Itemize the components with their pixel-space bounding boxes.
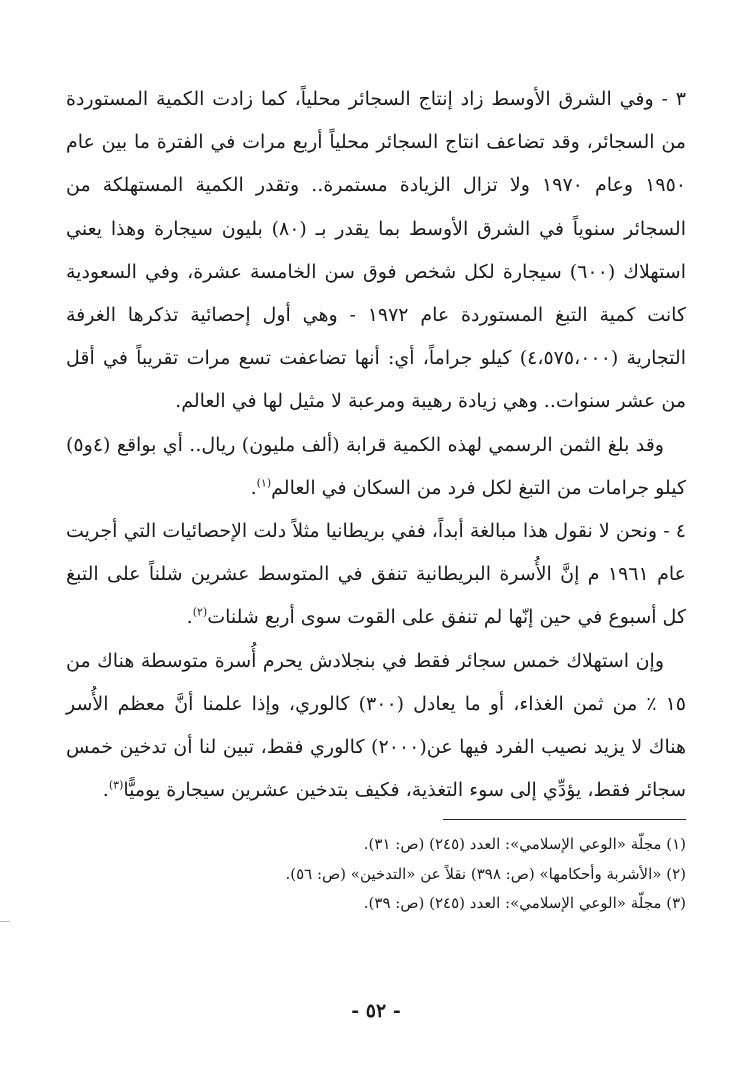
paragraph-4: وإن استهلاك خمس سجائر فقط في بنجلادش يحرم أُسرة متوسطة هناك من ١٥ ٪ من ثمن الغذاء، أو ما يعادل (٣٠٠) كالوري، وإذا علمنا أنَّ معظم الأُسر هناك لا يزيد نصيب الفرد فيها عن(٢٠٠٠) كالوري فقط، تبين لنا أن تدخين خمس سجائر فقط، يؤدِّي إلى سوء التغذية، فكيف بتدخين عشرين سيجارة يوميًّا$^{(٣)}$. [66,649,687,802]
footnote-divider [443,819,686,820]
footnote-ref-1: (١) [256,476,272,490]
main-text [66,78,686,812]
footnotes [66,830,686,919]
paragraph-3-text: ٤ - ونحن لا نقول هذا مبالغة أبداً، ففي بريطانيا مثلاً دلت الإحصائيات التي أجريت عام ١٩٦١ م إنَّ الأُسرة البريطانية تنفق في المتوسط عشرين شلناً على التبغ كل أسبوع في حين إنّها لم تنفق على القوت سوى أربع شلنات [66,520,686,629]
footnote-1: (١) مجلّة «الوعي الإسلامي»: العدد (٢٤٥) (ص: ٣١). [363,835,686,853]
paragraph-2: وقد بلغ الثمن الرسمي لهذه الكمية قرابة (ألف مليون) ريال.. أي بواقع (٤و٥) كيلو جرامات من التبغ لكل فرد من السكان في العالم$^{(١)}$. [66,433,686,499]
footnote-ref-3: (٣) [108,778,124,792]
footnote-3: (٣) مجلّة «الوعي الإسلامي»: العدد (٢٤٥) (ص: ٣٩). [363,894,686,912]
margin-mark [0,921,10,922]
page-number: - ٥٢ - [351,1000,401,1022]
footnote-ref-2: (٢) [192,606,208,620]
paragraph-1-text: ٣ - وفي الشرق الأوسط زاد إنتاج السجائر محلياً، كما زادت الكمية المستوردة من السجائر، وقد تضاعف انتاج السجائر محلياً أربع مرات في الفترة ما بين عام ١٩٥٠ وعام ١٩٧٠ ولا تزال الزيادة مستمرة.. وتقدر الكمية المستهلكة من السجائر سنوياً في الشرق الأوسط بما يقدر بـ (٨٠) بليون سيجارة وهذا يعني استهلاك (٦٠٠) سيجارة لكل شخص فوق سن الخامسة عشرة، وفي السعودية كانت كمية التبغ المستوردة عام ١٩٧٢ - وهي أول إحصائية تذكرها الغرفة التجارية (٤،٥٧٥،٠٠٠) كيلو جراماً، أي: أنها تضاعفت تسع مرات تقريباً في أقل من عشر سنوات.. وهي زيادة رهيبة ومرعبة لا مثيل لها في العالم. [66,88,686,413]
paragraph-1 [66,78,686,424]
paragraph-3: ٤ - ونحن لا نقول هذا مبالغة أبداً، ففي بريطانيا مثلاً دلت الإحصائيات التي أجريت عام ١٩٦١ م إنَّ الأُسرة البريطانية تنفق في المتوسط عشرين شلناً على التبغ كل أسبوع في حين إنّها لم تنفق على القوت سوى أربع شلنات$^{(٢)}$. [66,520,686,629]
paragraph-2-text: وقد بلغ الثمن الرسمي لهذه الكمية قرابة (ألف مليون) ريال.. أي بواقع (٤و٥) كيلو جرامات من التبغ لكل فرد من السكان في العالم [66,433,686,499]
paragraph-4-text: وإن استهلاك خمس سجائر فقط في بنجلادش يحرم أُسرة متوسطة هناك من ١٥ ٪ من ثمن الغذاء، أو ما يعادل (٣٠٠) كالوري، وإذا علمنا أنَّ معظم الأُسر هناك لا يزيد نصيب الفرد فيها عن(٢٠٠٠) كالوري فقط، تبين لنا أن تدخين خمس سجائر فقط، يؤدِّي إلى سوء التغذية، فكيف بتدخين عشرين سيجارة يوميًّا [66,649,687,802]
footnote-2: (٢) «الأشربة وأحكامها» (ص: ٣٩٨) نقلاً عن «التدخين» (ص: ٥٦). [285,864,686,883]
